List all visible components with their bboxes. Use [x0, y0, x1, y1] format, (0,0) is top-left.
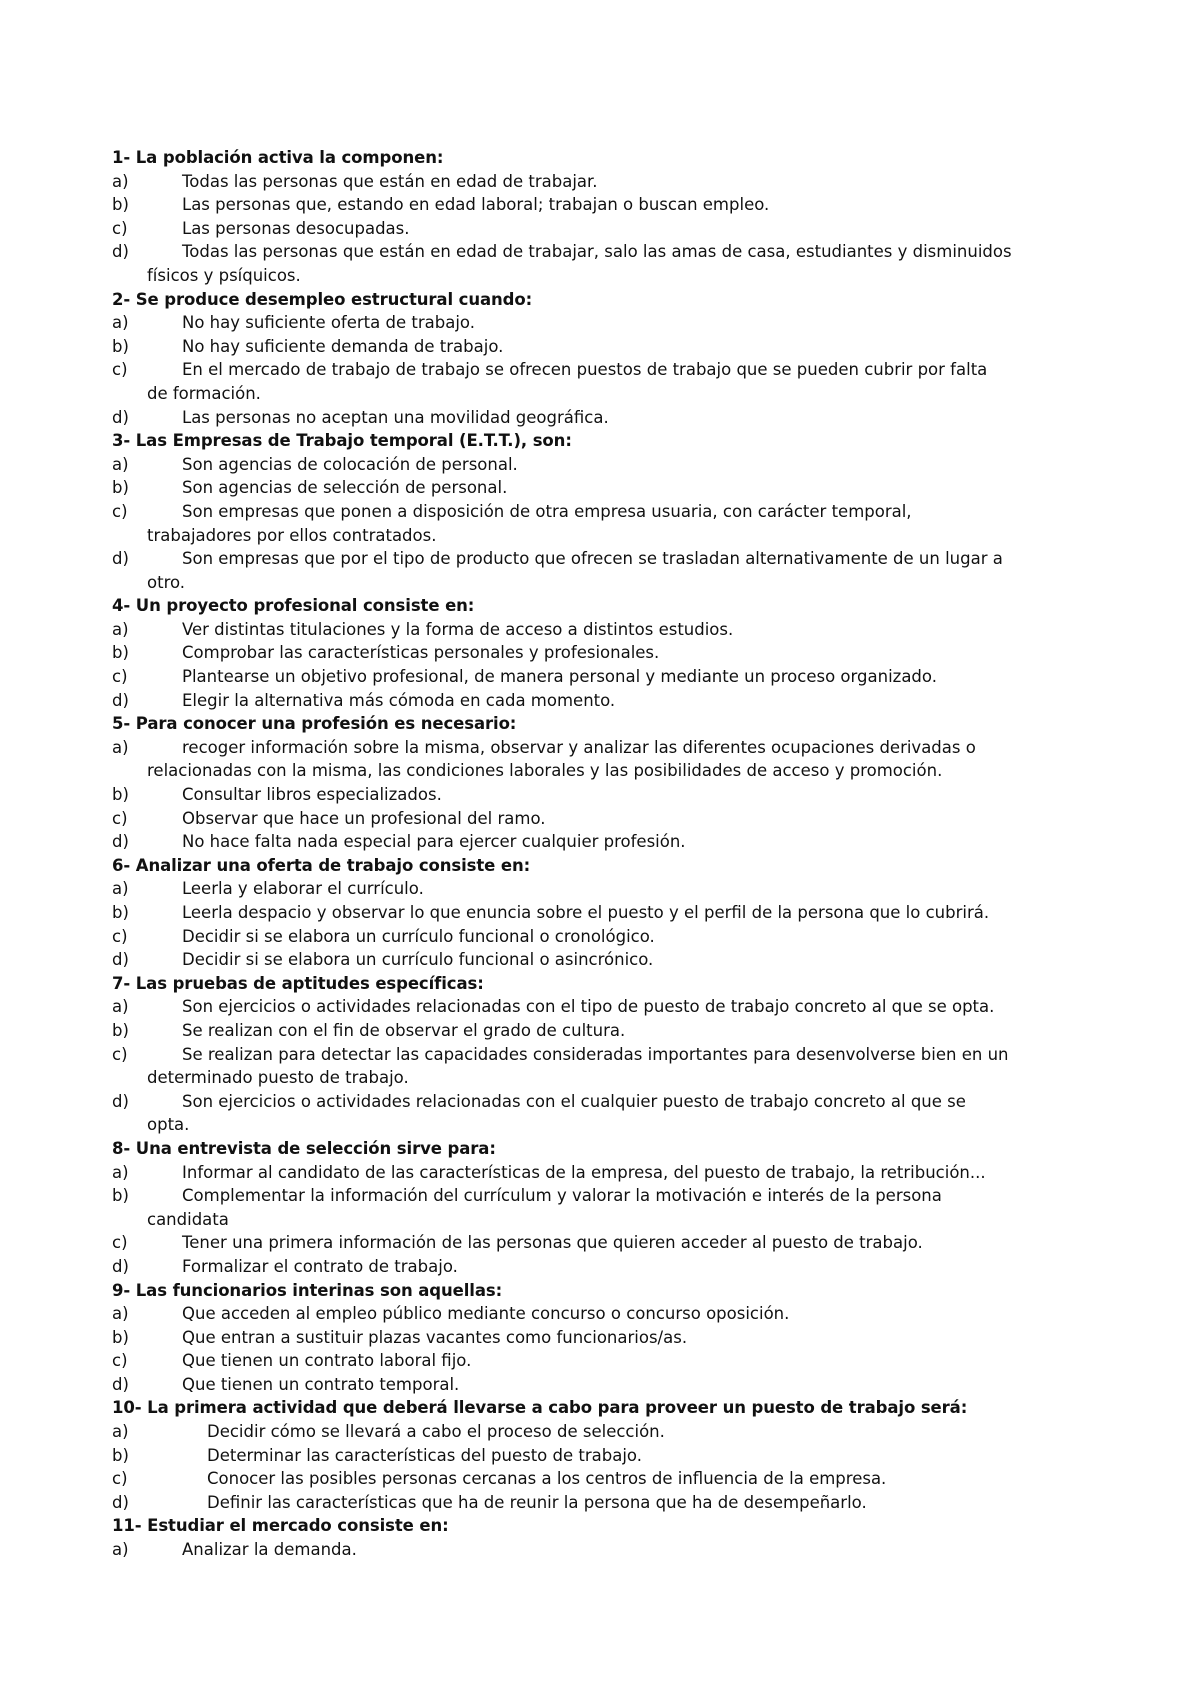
option-text — [147, 1184, 1112, 1231]
option-text-line: Son empresas que por el tipo de producto que ofrecen se trasladan alternativamente de un lugar a — [182, 549, 1003, 569]
option-letter: a) — [112, 1304, 129, 1324]
option-letter: d) — [112, 1374, 129, 1394]
option-text-line: Tener una primera información de las personas que quieren acceder al puesto de trabajo. — [182, 1233, 923, 1253]
answer-option — [112, 240, 1112, 287]
option-text — [207, 1467, 1112, 1491]
option-text — [182, 925, 1112, 949]
answer-option — [112, 1326, 1112, 1350]
option-letter: c) — [112, 1044, 128, 1064]
answer-option — [112, 335, 1112, 359]
option-letter: d) — [112, 832, 129, 852]
option-letter: b) — [112, 1327, 129, 1347]
option-text-line: recoger información sobre la misma, observar y analizar las diferentes ocupaciones derivadas o — [182, 737, 976, 757]
option-text — [182, 665, 1112, 689]
answer-option — [112, 665, 1112, 689]
question-title: 1- La población activa la componen: — [112, 148, 444, 167]
option-text-continuation: determinado puesto de trabajo. — [147, 1068, 409, 1088]
option-text-line: Informar al candidato de las características de la empresa, del puesto de trabajo, la retribución... — [182, 1162, 986, 1182]
option-text-line: Decidir cómo se llevará a cabo el proceso de selección. — [207, 1422, 665, 1442]
option-text — [182, 901, 1112, 925]
option-letter: b) — [112, 1020, 129, 1040]
answer-option — [112, 689, 1112, 713]
option-letter: b) — [112, 336, 129, 356]
option-text — [147, 240, 1112, 287]
answer-option — [112, 193, 1112, 217]
answer-option — [112, 1231, 1112, 1255]
option-text-line: Son agencias de colocación de personal. — [182, 454, 518, 474]
option-text-line: Que entran a sustituir plazas vacantes como funcionarios/as. — [182, 1327, 688, 1347]
option-text-line: Conocer las posibles personas cercanas a los centros de influencia de la empresa. — [207, 1469, 887, 1489]
option-text — [182, 618, 1112, 642]
option-letter: a) — [112, 454, 129, 474]
answer-option — [112, 1373, 1112, 1397]
option-text-line: No hay suficiente oferta de trabajo. — [182, 313, 475, 333]
answer-option — [112, 1420, 1112, 1444]
option-letter: a) — [112, 171, 129, 191]
option-letter: d) — [112, 1256, 129, 1276]
answer-option — [112, 1184, 1112, 1231]
option-letter: c) — [112, 1351, 128, 1371]
option-text — [147, 358, 1112, 405]
option-letter: c) — [112, 1233, 128, 1253]
option-text — [182, 1326, 1112, 1350]
answer-option — [112, 641, 1112, 665]
option-text — [182, 948, 1112, 972]
option-letter: b) — [112, 1186, 129, 1206]
option-letter: d) — [112, 407, 129, 427]
option-text-line: Son ejercicios o actividades relacionadas con el tipo de puesto de trabajo concreto al que se opta. — [182, 997, 995, 1017]
answer-option — [112, 1019, 1112, 1043]
option-text — [182, 877, 1112, 901]
option-letter: c) — [112, 1469, 128, 1489]
option-text — [182, 1349, 1112, 1373]
question-title: 5- Para conocer una profesión es necesario: — [112, 714, 517, 734]
answer-option — [112, 783, 1112, 807]
option-letter: a) — [112, 737, 129, 757]
option-text — [182, 689, 1112, 713]
option-text — [182, 406, 1112, 430]
answer-option — [112, 1090, 1112, 1137]
answer-option — [112, 618, 1112, 642]
option-text-line: Se realizan con el fin de observar el grado de cultura. — [182, 1020, 626, 1040]
option-letter: b) — [112, 478, 129, 498]
option-text-continuation: relacionadas con la misma, las condiciones laborales y las posibilidades de acceso y promoción. — [147, 761, 943, 781]
option-text — [182, 170, 1112, 194]
option-text-continuation: de formación. — [147, 383, 261, 403]
option-text — [147, 1043, 1112, 1090]
option-text-line: Ver distintas titulaciones y la forma de acceso a distintos estudios. — [182, 619, 734, 639]
option-text-line: Complementar la información del currículum y valorar la motivación e interés de la persona — [182, 1186, 942, 1206]
option-letter: a) — [112, 1422, 129, 1442]
option-letter: c) — [112, 926, 128, 946]
answer-option — [112, 1491, 1112, 1515]
option-text-line: En el mercado de trabajo de trabajo se ofrecen puestos de trabajo que se pueden cubrir por falta — [182, 360, 988, 380]
option-text — [182, 1302, 1112, 1326]
option-text — [182, 1538, 1112, 1562]
option-letter: c) — [112, 667, 128, 687]
option-text — [182, 807, 1112, 831]
option-letter: c) — [112, 501, 128, 521]
option-text — [182, 453, 1112, 477]
option-text — [182, 476, 1112, 500]
option-text-line: No hay suficiente demanda de trabajo. — [182, 336, 504, 356]
option-text-continuation: opta. — [147, 1115, 190, 1135]
answer-option — [112, 358, 1112, 405]
option-text — [182, 217, 1112, 241]
option-text-line: Son ejercicios o actividades relacionadas con el cualquier puesto de trabajo concreto al que se — [182, 1091, 966, 1111]
option-text — [182, 1161, 1112, 1185]
option-text-line: Todas las personas que están en edad de trabajar, salo las amas de casa, estudiantes y disminuidos — [182, 242, 1012, 262]
option-text — [182, 830, 1112, 854]
answer-option — [112, 807, 1112, 831]
option-text-continuation: otro. — [147, 572, 186, 592]
answer-option — [112, 877, 1112, 901]
option-text — [182, 193, 1112, 217]
option-text — [182, 311, 1112, 335]
option-text — [182, 783, 1112, 807]
answer-option — [112, 170, 1112, 194]
option-letter: b) — [112, 195, 129, 215]
answer-option — [112, 736, 1112, 783]
option-letter: a) — [112, 313, 129, 333]
option-text — [147, 736, 1112, 783]
option-letter: b) — [112, 785, 129, 805]
option-text-line: Comprobar las características personales y profesionales. — [182, 643, 660, 663]
option-text — [147, 500, 1112, 547]
question-title: 3- Las Empresas de Trabajo temporal (E.T.T.), son: — [112, 431, 572, 451]
option-text-line: Las personas no aceptan una movilidad geográfica. — [182, 407, 609, 427]
answer-option — [112, 1302, 1112, 1326]
question-title: 7- Las pruebas de aptitudes específicas: — [112, 973, 484, 993]
option-text-line: Que tienen un contrato laboral fijo. — [182, 1351, 472, 1371]
option-letter: a) — [112, 997, 129, 1017]
option-text — [207, 1420, 1112, 1444]
answer-option — [112, 217, 1112, 241]
option-text — [147, 1090, 1112, 1137]
answer-option — [112, 830, 1112, 854]
option-text-line: Definir las características que ha de reunir la persona que ha de desempeñarlo. — [207, 1492, 867, 1512]
answer-option — [112, 311, 1112, 335]
option-text-line: Leerla despacio y observar lo que enuncia sobre el puesto y el perfil de la persona que lo cubrirá. — [182, 903, 990, 922]
option-text-continuation: candidata — [147, 1209, 229, 1229]
option-text-line: Todas las personas que están en edad de trabajar. — [182, 171, 598, 191]
option-text-line: No hace falta nada especial para ejercer cualquier profesión. — [182, 832, 686, 852]
option-text-line: Las personas que, estando en edad laboral; trabajan o buscan empleo. — [182, 195, 770, 215]
option-letter: d) — [112, 950, 129, 970]
option-text — [207, 1491, 1112, 1515]
question-title: 4- Un proyecto profesional consiste en: — [112, 596, 475, 616]
answer-option — [112, 476, 1112, 500]
option-text-line: Consultar libros especializados. — [182, 785, 442, 805]
option-text-line: Decidir si se elabora un currículo funcional o cronológico. — [182, 926, 655, 946]
option-text — [182, 1373, 1112, 1397]
answer-option — [112, 901, 1112, 925]
answer-option — [112, 547, 1112, 594]
option-letter: c) — [112, 808, 128, 828]
question-title: 11- Estudiar el mercado consiste en: — [112, 1516, 449, 1536]
answer-option — [112, 1043, 1112, 1090]
option-letter: b) — [112, 643, 129, 663]
option-letter: a) — [112, 619, 129, 639]
option-letter: c) — [112, 218, 128, 238]
option-text-line: Las personas desocupadas. — [182, 218, 410, 238]
option-text-line: Son empresas que ponen a disposición de otra empresa usuaria, con carácter temporal, — [182, 501, 912, 521]
option-text-continuation: trabajadores por ellos contratados. — [147, 525, 437, 545]
option-text-line: Decidir si se elabora un currículo funcional o asincrónico. — [182, 950, 654, 970]
option-letter: c) — [112, 360, 128, 380]
answer-option — [112, 1349, 1112, 1373]
answer-option — [112, 406, 1112, 430]
question-title: 6- Analizar una oferta de trabajo consiste en: — [112, 855, 531, 875]
answer-option — [112, 1255, 1112, 1279]
option-text — [182, 641, 1112, 665]
option-text-line: Plantearse un objetivo profesional, de manera personal y mediante un proceso organizado. — [182, 667, 937, 687]
option-text-line: Que tienen un contrato temporal. — [182, 1374, 460, 1394]
option-text-line: Observar que hace un profesional del ramo. — [182, 808, 546, 828]
option-letter: a) — [112, 879, 129, 899]
option-text — [182, 1255, 1112, 1279]
option-text-line: Analizar la demanda. — [182, 1540, 357, 1560]
option-text — [182, 1019, 1112, 1043]
question-title: 10- La primera actividad que deberá llevarse a cabo para proveer un puesto de trabajo será: — [112, 1398, 968, 1418]
answer-option — [112, 1161, 1112, 1185]
answer-option — [112, 1538, 1112, 1562]
option-letter: d) — [112, 690, 129, 710]
option-letter: d) — [112, 549, 129, 569]
question-title: 2- Se produce desempleo estructural cuando: — [112, 289, 533, 309]
option-text-continuation: físicos y psíquicos. — [147, 265, 301, 285]
quiz-content — [112, 146, 1112, 1562]
option-letter: d) — [112, 1091, 129, 1111]
question-title: 8- Una entrevista de selección sirve para: — [112, 1138, 496, 1158]
option-text-line: Se realizan para detectar las capacidades consideradas importantes para desenvolverse bien en un — [182, 1044, 1009, 1064]
answer-option — [112, 1467, 1112, 1491]
answer-option — [112, 948, 1112, 972]
option-text-line: Formalizar el contrato de trabajo. — [182, 1256, 458, 1276]
answer-option — [112, 453, 1112, 477]
option-text — [182, 335, 1112, 359]
question-title: 9- Las funcionarios interinas son aquellas: — [112, 1280, 503, 1300]
option-letter: d) — [112, 1492, 129, 1512]
option-letter: a) — [112, 1162, 129, 1182]
option-letter: b) — [112, 1445, 129, 1465]
option-text-line: Determinar las características del puesto de trabajo. — [207, 1445, 642, 1465]
option-text-line: Elegir la alternativa más cómoda en cada momento. — [182, 690, 616, 710]
option-text — [182, 995, 1112, 1019]
answer-option — [112, 1444, 1112, 1468]
option-letter: b) — [112, 903, 129, 922]
option-text-line: Leerla y elaborar el currículo. — [182, 879, 424, 899]
option-text — [147, 547, 1112, 594]
option-text-line: Son agencias de selección de personal. — [182, 478, 508, 498]
option-text-line: Que acceden al empleo público mediante concurso o concurso oposición. — [182, 1304, 790, 1324]
option-letter: d) — [112, 242, 129, 262]
answer-option — [112, 500, 1112, 547]
option-text — [207, 1444, 1112, 1468]
answer-option — [112, 995, 1112, 1019]
option-letter: a) — [112, 1540, 129, 1560]
option-text — [182, 1231, 1112, 1255]
answer-option — [112, 925, 1112, 949]
